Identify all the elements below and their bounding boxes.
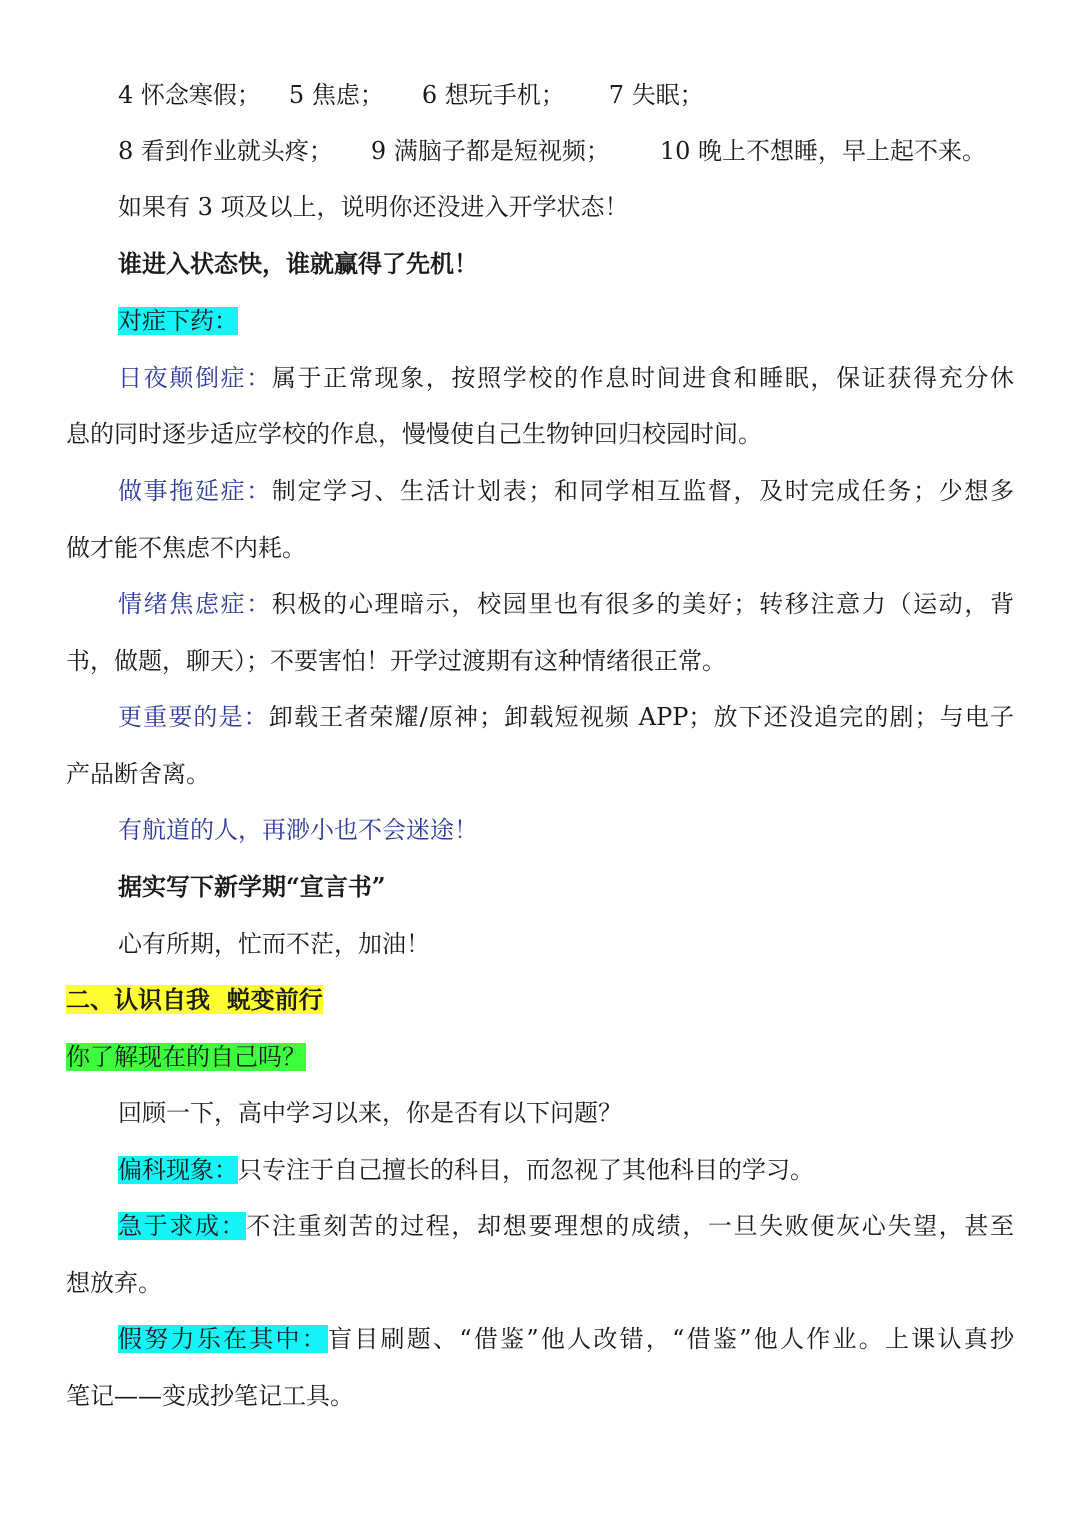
symptom-row-1 xyxy=(118,78,704,112)
problem-item xyxy=(118,1153,814,1187)
section-2-subheading-text: 你了解现在的自己吗？ xyxy=(66,1043,306,1071)
symptom-item: 6 想玩手机； xyxy=(421,81,565,109)
state-motto: 谁进入状态快，谁就赢得了先机！ xyxy=(118,249,478,278)
symptom-row-2 xyxy=(118,134,986,168)
navigation-quote: 有航道的人，再渺小也不会迷途！ xyxy=(118,816,478,844)
remedy-label: 更重要的是： xyxy=(118,703,269,731)
problem-text: 只专注于自己擅长的科目，而忽视了其他科目的学习。 xyxy=(238,1156,814,1184)
section-2-subheading xyxy=(66,1040,306,1074)
remedy-text: 积极的心理暗示，校园里也有很多的美好；转移注意力（运动，背 xyxy=(271,590,1015,618)
remedy-label: 日夜颠倒症： xyxy=(118,364,272,392)
section-2-heading-text: 二、认识自我 蜕变前行 xyxy=(66,985,323,1014)
problem-text-cont: 想放弃。 xyxy=(66,1269,162,1297)
section-2-heading xyxy=(66,983,323,1017)
symptom-item: 8 看到作业就头疼； xyxy=(118,137,333,165)
remedy-text: 制定学习、生活计划表；和同学相互监督，及时完成任务；少想多 xyxy=(271,477,1015,505)
problem-text: 盲目刷题、“借鉴”他人改错，“借鉴”他人作业。上课认真抄 xyxy=(328,1325,1015,1353)
remedy-text: 属于正常现象，按照学校的作息时间进食和睡眠，保证获得充分休 xyxy=(271,364,1015,392)
remedy-text-cont: 书，做题，聊天）；不要害怕！开学过渡期有这种情绪很正常。 xyxy=(66,647,726,675)
problem-label: 假努力乐在其中： xyxy=(118,1325,329,1353)
remedy-label: 情绪焦虑症： xyxy=(118,590,272,618)
problem-text: 不注重刻苦的过程，却想要理想的成绩，一旦失败便灰心失望，甚至 xyxy=(246,1212,1015,1240)
remedy-text-cont: 做才能不焦虑不内耗。 xyxy=(66,534,306,562)
review-question: 回顾一下，高中学习以来，你是否有以下问题？ xyxy=(118,1099,622,1127)
symptom-item: 5 焦虑； xyxy=(288,81,384,109)
symptom-item: 7 失眠； xyxy=(608,81,704,109)
problem-text-cont: 笔记——变成抄笔记工具。 xyxy=(66,1382,354,1410)
remedy-heading xyxy=(118,304,238,338)
remedy-text: 卸载王者荣耀/原神；卸载短视频 APP；放下还没追完的剧；与电子 xyxy=(268,703,1015,731)
symptom-item: 9 满脑子都是短视频； xyxy=(370,137,610,165)
problem-label: 急于求成： xyxy=(118,1212,247,1240)
remedy-heading-text: 对症下药： xyxy=(118,307,238,335)
symptom-item: 4 怀念寒假； xyxy=(118,81,261,109)
symptom-item: 10 晚上不想睡，早上起不来。 xyxy=(659,137,987,165)
remedy-item xyxy=(118,361,1014,395)
problem-item xyxy=(118,1322,1014,1356)
cheer-text: 心有所期，忙而不茫，加油！ xyxy=(118,930,430,958)
remedy-text-cont: 息的同时逐步适应学校的作息，慢慢使自己生物钟回归校园时间。 xyxy=(66,420,762,448)
declaration-title: 据实写下新学期“宣言书” xyxy=(118,872,386,901)
problem-label: 偏科现象： xyxy=(118,1156,238,1184)
check-result: 如果有 3 项及以上，说明你还没进入开学状态！ xyxy=(118,193,629,221)
remedy-label: 做事拖延症： xyxy=(118,477,272,505)
remedy-item xyxy=(118,700,1014,734)
problem-item xyxy=(118,1209,1014,1243)
remedy-item xyxy=(118,474,1014,508)
remedy-item xyxy=(118,587,1014,621)
remedy-text-cont: 产品断舍离。 xyxy=(66,760,210,788)
